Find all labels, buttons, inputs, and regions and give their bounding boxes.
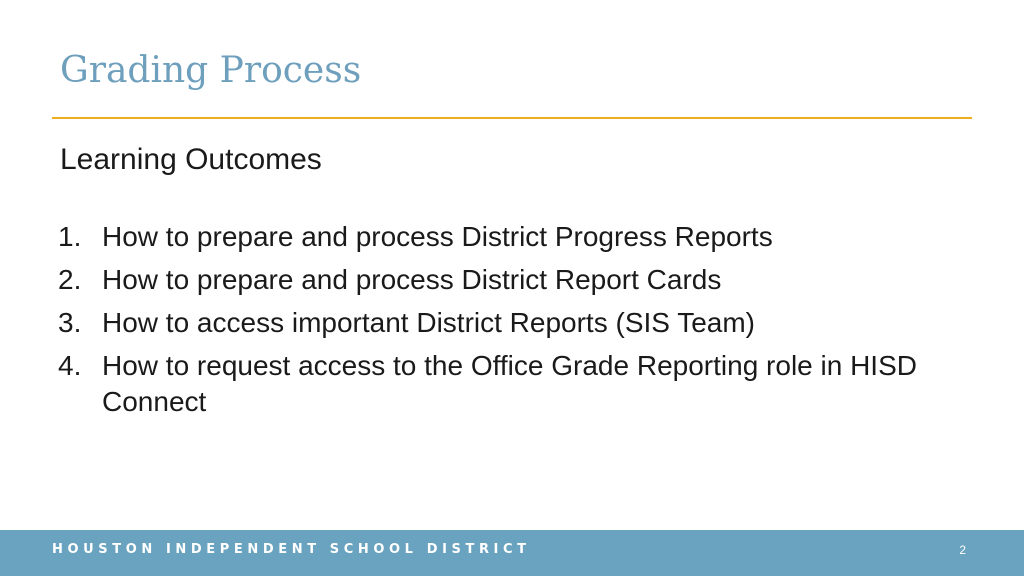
list-item-number: 4. bbox=[58, 350, 82, 381]
learning-outcomes-list bbox=[58, 219, 938, 427]
title-divider bbox=[52, 117, 972, 119]
list-item bbox=[58, 305, 938, 341]
list-item bbox=[58, 262, 938, 298]
list-item-text: How to prepare and process District Progress Reports bbox=[102, 221, 773, 252]
list-item-number: 2. bbox=[58, 264, 82, 295]
page-number: 2 bbox=[959, 543, 966, 557]
list-item bbox=[58, 219, 938, 255]
list-item-text: How to request access to the Office Grade Reporting role in HISD Connect bbox=[102, 350, 917, 417]
list-item-text: How to access important District Reports (SIS Team) bbox=[102, 307, 756, 338]
section-heading: Learning Outcomes bbox=[60, 143, 322, 176]
footer-band bbox=[0, 530, 1024, 576]
list-item-text: How to prepare and process District Report Cards bbox=[102, 264, 722, 295]
list-item-number: 3. bbox=[58, 307, 82, 338]
list-item bbox=[58, 348, 938, 420]
list-item-number: 1. bbox=[58, 221, 82, 252]
slide-title: Grading Process bbox=[60, 50, 362, 91]
organization-name: HOUSTON INDEPENDENT SCHOOL DISTRICT bbox=[52, 542, 531, 557]
